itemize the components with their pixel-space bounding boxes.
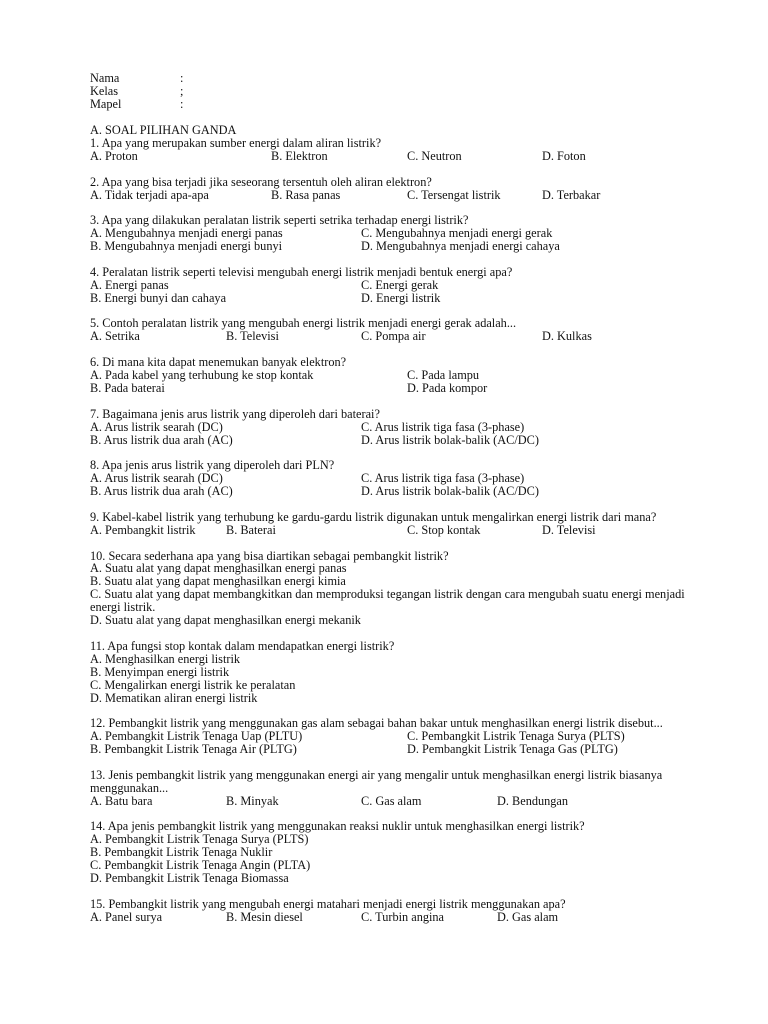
option-c: C. Stop kontak [407, 522, 481, 537]
question-text: 12. Pembangkit listrik yang menggunakan gas alam sebagai bahan bakar untuk menghasilkan energi listrik disebut... [90, 716, 663, 731]
option-b: B. Baterai [226, 522, 276, 537]
option-c: C. Gas alam [361, 793, 422, 808]
option-b: B. Arus listrik dua arah (AC) [90, 432, 233, 447]
question-15 [90, 898, 690, 924]
option-row [90, 382, 690, 395]
question-3 [90, 214, 690, 253]
option-b: B. Elektron [271, 148, 328, 163]
option-d: D. Energi listrik [361, 290, 441, 305]
option-b: B. Pembangkit Listrik Tenaga Air (PLTG) [90, 742, 297, 757]
option-a: A. Arus listrik searah (DC) [90, 471, 223, 486]
option-row [90, 421, 690, 434]
option-b: B. Arus listrik dua arah (AC) [90, 484, 233, 499]
option-c: C. Pada lampu [407, 368, 480, 383]
option-row [90, 292, 690, 305]
option-d: D. Mematikan aliran energi listrik [90, 690, 258, 705]
option-c: C. Pembangkit Listrik Tenaga Surya (PLTS) [407, 729, 625, 744]
question-text: 3. Apa yang dilakukan peralatan listrik seperti setrika terhadap energi listrik? [90, 213, 469, 228]
question-12 [90, 717, 690, 756]
option-a: A. Setrika [90, 329, 140, 344]
class-label: Kelas [90, 83, 118, 98]
option-b: B. Suatu alat yang dapat menghasilkan energi kimia [90, 574, 346, 589]
option-a: A. Pembangkit listrik [90, 522, 196, 537]
option-d: D. Mengubahnya menjadi energi cahaya [361, 239, 560, 254]
question-text: 10. Secara sederhana apa yang bisa diartikan sebagai pembangkit listrik? [90, 548, 449, 563]
question-4 [90, 266, 690, 305]
option-d: D. Suatu alat yang dapat menghasilkan energi mekanik [90, 613, 361, 628]
option-a: A. Pada kabel yang terhubung ke stop kontak [90, 368, 314, 383]
subject-label: Mapel [90, 96, 122, 111]
option-d: D. Arus listrik bolak-balik (AC/DC) [361, 484, 539, 499]
option-row [90, 240, 690, 253]
question-text: 1. Apa yang merupakan sumber energi dalam aliran listrik? [90, 135, 382, 150]
option-row [90, 330, 690, 343]
question-text: 7. Bagaimana jenis arus listrik yang diperoleh dari baterai? [90, 406, 380, 421]
option-b: B. Energi bunyi dan cahaya [90, 290, 227, 305]
option-a: A. Batu bara [90, 793, 153, 808]
option-d: D. Pembangkit Listrik Tenaga Biomassa [90, 871, 289, 886]
option-c: C. Neutron [407, 148, 462, 163]
option-row [90, 369, 690, 382]
option-c: C. Energi gerak [361, 277, 439, 292]
subject-separator: : [180, 96, 184, 111]
option-d: D. Terbakar [542, 187, 601, 202]
question-text: 6. Di mana kita dapat menemukan banyak elektron? [90, 355, 347, 370]
option-b: B. Menyimpan energi listrik [90, 664, 230, 679]
question-5 [90, 317, 690, 343]
option-a: A. Pembangkit Listrik Tenaga Uap (PLTU) [90, 729, 303, 744]
question-text: 4. Peralatan listrik seperti televisi mengubah energi listrik menjadi bentuk energi apa? [90, 264, 513, 279]
name-label: Nama [90, 71, 120, 85]
option-c: C. Tersengat listrik [407, 187, 501, 202]
question-1 [90, 137, 690, 163]
option-a: A. Pembangkit Listrik Tenaga Surya (PLTS) [90, 832, 309, 847]
section-title: A. SOAL PILIHAN GANDA [90, 123, 237, 137]
question-text: 13. Jenis pembangkit listrik yang menggunakan energi air yang mengalir untuk menghasilkan energi listrik biasanya menggunakan... [90, 767, 663, 795]
option-d: D. Gas alam [497, 909, 559, 924]
option-a: A. Tidak terjadi apa-apa [90, 187, 209, 202]
question-text: 15. Pembangkit listrik yang mengubah energi matahari menjadi energi listrik menggunakan apa? [90, 896, 566, 911]
option-b: B. Minyak [226, 793, 279, 808]
option-row [90, 743, 690, 756]
name-separator: : [180, 71, 184, 85]
option-b: B. Televisi [226, 329, 279, 344]
question-text: 5. Contoh peralatan listrik yang mengubah energi listrik menjadi energi gerak adalah... [90, 316, 517, 331]
option-d: D. Foton [542, 148, 586, 163]
option-row [90, 189, 690, 202]
question-list [90, 124, 690, 937]
option-c: C. Suatu alat yang dapat membangkitkan dan memproduksi tegangan listrik dengan cara mengubah suatu energi menjadi energi listrik. [90, 587, 685, 615]
option-c: C. Pembangkit Listrik Tenaga Angin (PLTA) [90, 858, 311, 873]
option-b: B. Mesin diesel [226, 909, 303, 924]
option-c: C. Arus listrik tiga fasa (3-phase) [361, 471, 525, 486]
option-a: A. Proton [90, 148, 138, 163]
option-d: D. Bendungan [497, 793, 569, 808]
option-c: C. Mengalirkan energi listrik ke peralatan [90, 677, 296, 692]
question-6 [90, 356, 690, 395]
option-row [90, 485, 690, 498]
option-a: A. Mengubahnya menjadi energi panas [90, 226, 283, 241]
option-d: D. Pembangkit Listrik Tenaga Gas (PLTG) [407, 742, 618, 757]
option-row [90, 279, 690, 292]
option-row [90, 150, 690, 163]
option-b: B. Mengubahnya menjadi energi bunyi [90, 239, 283, 254]
question-7 [90, 408, 690, 447]
option-row [90, 524, 690, 537]
option-a: A. Menghasilkan energi listrik [90, 651, 241, 666]
question-8 [90, 459, 690, 498]
option-c: C. Turbin angina [361, 909, 445, 924]
question-10 [90, 550, 690, 627]
option-b: B. Rasa panas [271, 187, 341, 202]
identity-header [90, 71, 184, 111]
question-text: 14. Apa jenis pembangkit listrik yang menggunakan reaksi nuklir untuk menghasilkan energi listrik? [90, 819, 585, 834]
option-d: D. Kulkas [542, 329, 592, 344]
question-14 [90, 820, 690, 885]
subject-field [90, 96, 184, 111]
option-b: B. Pembangkit Listrik Tenaga Nuklir [90, 845, 273, 860]
class-separator: ; [180, 83, 184, 98]
option-a: A. Energi panas [90, 277, 169, 292]
option-d: D. Pada kompor [407, 380, 488, 395]
option-d: D. Televisi [542, 522, 596, 537]
question-text: 2. Apa yang bisa terjadi jika seseorang tersentuh oleh aliran elektron? [90, 174, 432, 189]
option-row [90, 911, 690, 924]
option-c: C. Arus listrik tiga fasa (3-phase) [361, 419, 525, 434]
option-d: D. Arus listrik bolak-balik (AC/DC) [361, 432, 539, 447]
option-a: A. Panel surya [90, 909, 163, 924]
option-row [90, 434, 690, 447]
option-c: C. Pompa air [361, 329, 426, 344]
question-11 [90, 640, 690, 705]
question-9 [90, 511, 690, 537]
option-a: A. Suatu alat yang dapat menghasilkan energi panas [90, 561, 347, 576]
question-text: 11. Apa fungsi stop kontak dalam mendapatkan energi listrik? [90, 638, 395, 653]
option-row [90, 795, 690, 808]
question-13 [90, 769, 690, 808]
question-text: 9. Kabel-kabel listrik yang terhubung ke gardu-gardu listrik digunakan untuk mengalirkan energi listrik dari mana? [90, 509, 657, 524]
option-a: A. Arus listrik searah (DC) [90, 419, 223, 434]
option-b: B. Pada baterai [90, 380, 165, 395]
option-c: C. Mengubahnya menjadi energi gerak [361, 226, 553, 241]
question-text: 8. Apa jenis arus listrik yang diperoleh dari PLN? [90, 458, 335, 473]
question-2 [90, 176, 690, 202]
